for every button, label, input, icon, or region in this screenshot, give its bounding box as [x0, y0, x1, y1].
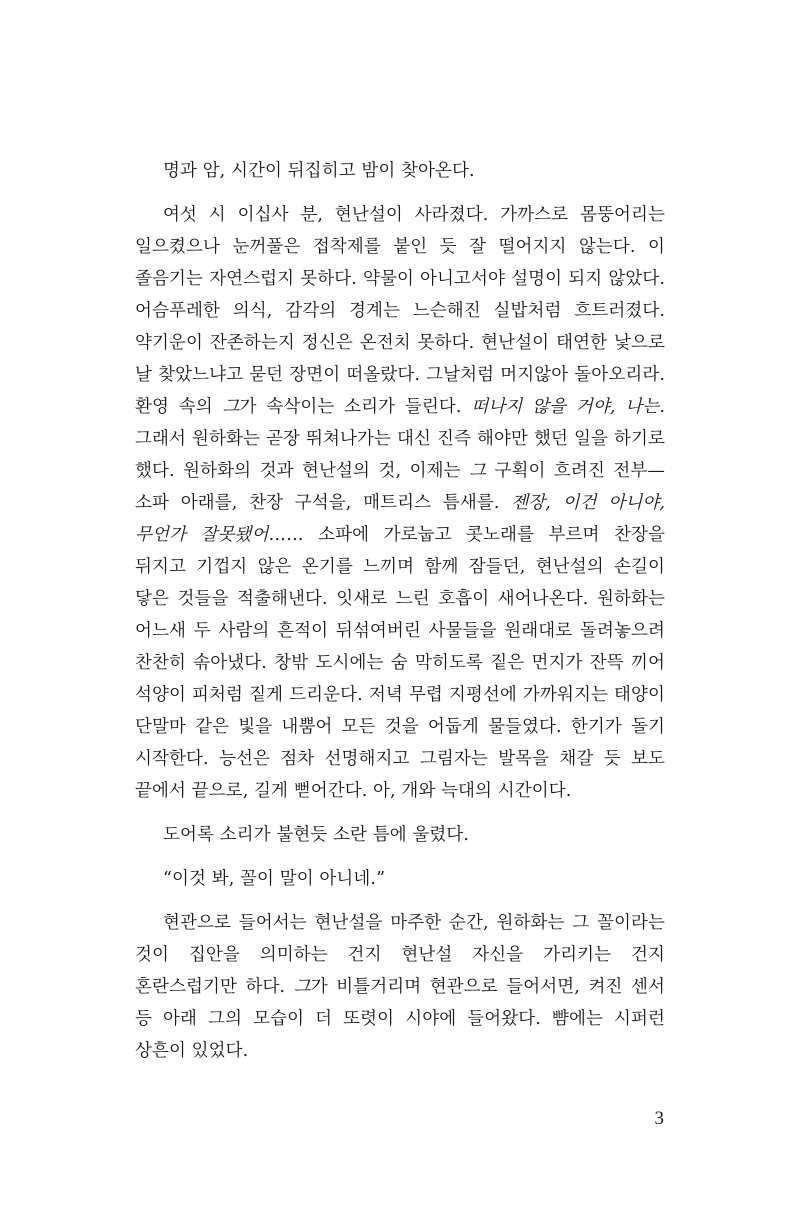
paragraph-3 [135, 819, 665, 851]
text-run: 현관으로 들어서는 현난설을 마주한 순간, 원하화는 그 꼴이라는 것이 집안을 의미하는 건지 현난설 자신을 가리키는 건지 혼란스럽기만 하다. [135, 913, 665, 997]
text-run: “이것 봐, 꼴이 말이 아니네.” [163, 869, 386, 889]
text-run: 여섯 시 이십사 분, 현난설이 사라졌다. 가까스로 몸뚱어리는 일으켰으나 눈꺼풀은 접착제를 붙인 듯 잘 떨어지지 않는다. 이 졸음기는 자연스럽지 못하다. 약물이 아니고서야 설명이 되지 않았다. 어슴푸레한 의식, 감각의 경계는 느슨해진 실밥처럼 흐트러졌다. 약기운이 잔존하는지 정신은 온전치 못하다. 현난설이 태연한 낯으로 날 찾았느냐고 묻던 장면이 떠올랐다. 그날처럼 머지않아 돌아오리라. 환영 속의 [135, 205, 665, 417]
page-body [135, 155, 665, 1079]
italic-run: 젠장, 이건 아니야, 무언가 잘못됐어 [135, 493, 665, 545]
paragraph-1 [135, 155, 665, 187]
italic-run: 그 [222, 397, 240, 417]
italic-run: 그 [469, 461, 487, 481]
text-run: 명과 암, 시간이 뒤집히고 밤이 찾아온다. [163, 161, 475, 181]
page-number: 3 [654, 1108, 664, 1129]
paragraph-2 [135, 199, 665, 807]
text-run: 구획이 흐려진 전부—소파 아래를, 찬장 구석을, 매트리스 틈새를. [135, 461, 665, 513]
dialogue-line [135, 863, 665, 895]
paragraph-5 [135, 907, 665, 1067]
text-run: …… 소파에 가로눕고 콧노래를 부르며 찬장을 뒤지고 기껍지 않은 온기를 느끼며 함께 잠들던, 현난설의 손길이 닿은 것들을 적출해낸다. 잇새로 느린 호흡이 새어나온다. 원하화는 어느새 두 사람의 흔적이 뒤섞여버린 사물들을 원래대로 돌려놓으려 찬찬히 솎아냈다. 창밖 도시에는 숨 막히도록 짙은 먼지가 잔뜩 끼어 석양이 피처럼 짙게 드리운다. 저녁 무렵 지평선에 가까워지는 태양이 단말마 같은 빛을 내뿜어 모든 것을 어둡게 물들였다. 한기가 돌기 시작한다. 능선은 점차 선명해지고 그림자는 발목을 채갈 듯 보도 끝에서 끝으로, 길게 뻗어간다. 아, 개와 늑대의 시간이다. [135, 525, 665, 801]
text-run: 그래서 원하화는 곧장 뛰쳐나가는 대신 진즉 해야만 했던 일을 하기로 했다. 원하화의 것과 현난설의 것, 이제는 [135, 429, 665, 481]
text-run: 가 속삭이는 소리가 들린다. [239, 397, 472, 417]
text-run: 가 비틀거리며 현관으로 들어서면, 켜진 센서 등 아래 그의 모습이 더 또렷이 시야에 들어왔다. 뺨에는 시퍼런 상흔이 있었다. [135, 977, 665, 1061]
italic-run: 그 [293, 977, 311, 997]
italic-run: 떠나지 않을 거야, 나는. [471, 397, 665, 417]
text-run: 도어록 소리가 불현듯 소란 틈에 울렸다. [163, 825, 470, 845]
